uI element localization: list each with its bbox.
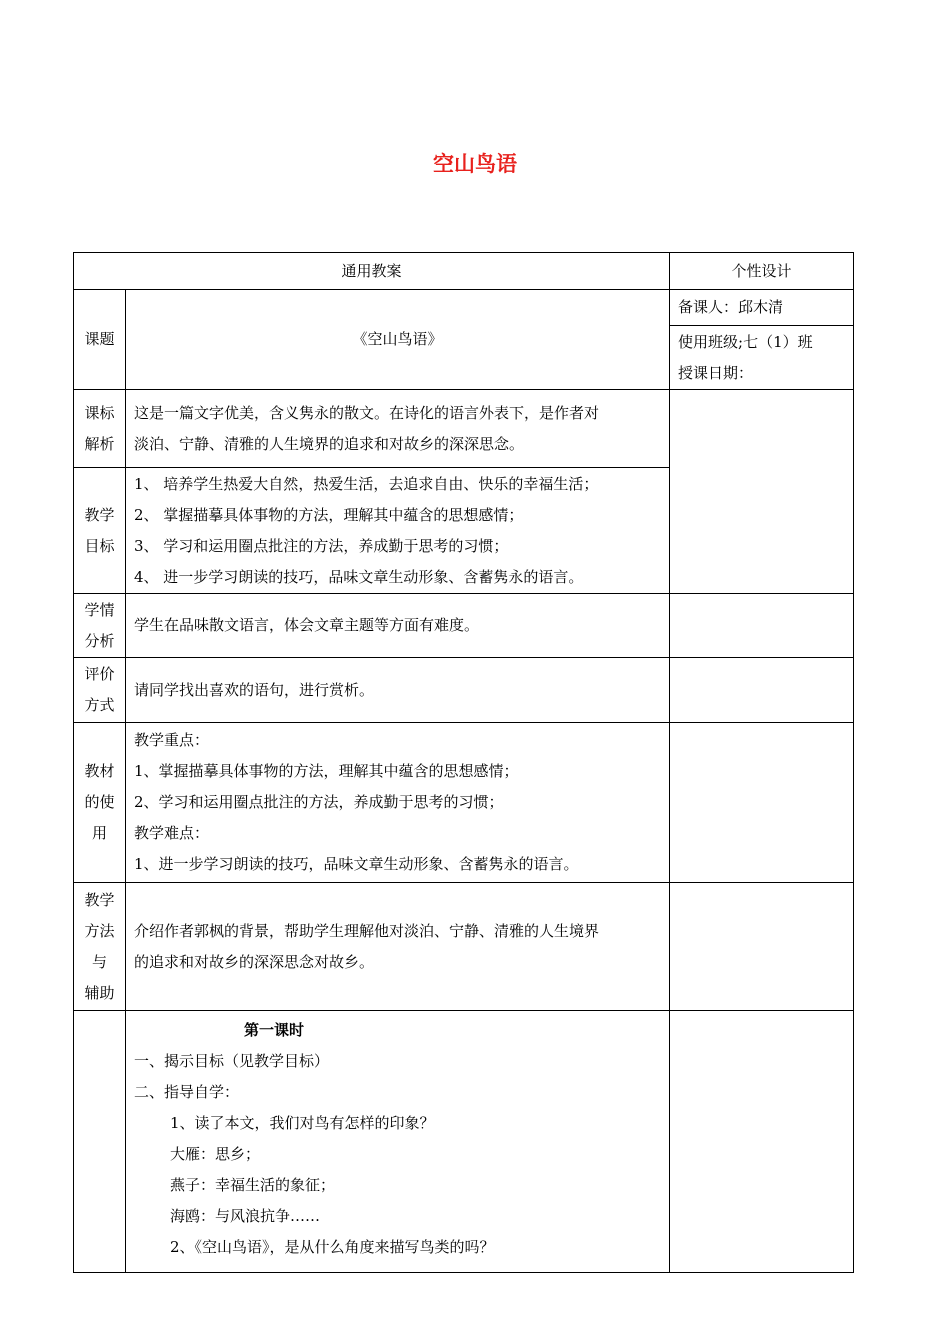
label-line: 评价: [84, 665, 115, 683]
personal-cell: [670, 1011, 854, 1273]
lesson-line: 大雁：思乡；: [170, 1145, 261, 1163]
personal-cell: [670, 723, 854, 883]
lesson-line: 二、指导自学：: [134, 1083, 240, 1101]
row-label: [74, 658, 126, 723]
label-line: 方式: [84, 696, 115, 714]
content-line: 教学难点：: [134, 824, 210, 842]
personal-cell: [670, 594, 854, 658]
row-materials: [74, 723, 854, 883]
label-line: 教学: [84, 890, 115, 909]
label-line: 辅助: [84, 983, 115, 1002]
label-line: 用: [91, 824, 107, 842]
label-line: 教材: [84, 762, 115, 780]
preparer: 备课人：邱木清: [678, 298, 784, 316]
personal-cell: [670, 883, 854, 1011]
content-line: 2、 掌握描摹具体事物的方法，理解其中蕴含的思想感情；: [134, 505, 524, 524]
content-line: 这是一篇文字优美，含义隽永的散文。在诗化的语言外表下，是作者对: [134, 403, 600, 422]
lesson-plan-table: [73, 252, 854, 1273]
page-title: 空山鸟语: [433, 152, 517, 176]
row-label: [74, 1011, 126, 1273]
lesson-line: 1、读了本文，我们对鸟有怎样的印象？: [170, 1114, 435, 1132]
content-line: 1、 培养学生热爱大自然，热爱生活，去追求自由、快乐的幸福生活；: [134, 474, 599, 493]
label-line: 分析: [84, 631, 115, 650]
header-personal: 个性设计: [670, 253, 854, 290]
class-line: 使用班级;七（1）班: [678, 332, 813, 351]
content-line: 4、 进一步学习朗读的技巧，品味文章生动形象、含蓄隽永的语言。: [134, 567, 584, 586]
label-line: 方法: [84, 921, 115, 940]
lesson-line: 燕子：幸福生活的象征；: [170, 1176, 336, 1194]
lesson-line: 海鸥：与风浪抗争……: [170, 1207, 321, 1225]
lesson-content: [126, 1011, 670, 1273]
row-content: [126, 390, 670, 468]
label-line: 教学: [84, 505, 115, 524]
row-label: [74, 723, 126, 883]
row-content: [126, 723, 670, 883]
row-analysis: [74, 594, 854, 658]
row-label: [74, 390, 126, 468]
content-line: 1、进一步学习朗读的技巧，品味文章生动形象、含蓄隽永的语言。: [134, 855, 579, 873]
content-line: 学生在品味散文语言，体会文章主题等方面有难度。: [134, 616, 480, 634]
row-lesson: [74, 1011, 854, 1273]
lesson-heading: 第一课时: [244, 1021, 305, 1039]
topic-row: [74, 290, 854, 326]
label-line: 学情: [84, 600, 115, 619]
row-label: [74, 468, 126, 594]
class-date-cell: [670, 326, 854, 390]
label-line: 与: [91, 952, 107, 971]
content-line: 2、学习和运用圈点批注的方法，养成勤于思考的习惯；: [134, 793, 504, 811]
content-line: 请同学找出喜欢的语句，进行赏析。: [134, 680, 375, 699]
header-row: [74, 253, 854, 290]
label-line: 解析: [84, 434, 115, 453]
label-line: 课标: [84, 403, 115, 422]
label-line: 目标: [84, 536, 115, 555]
row-content: [126, 594, 670, 658]
personal-cell: [670, 390, 854, 594]
row-label: [74, 883, 126, 1011]
row-content: [126, 468, 670, 594]
row-curriculum: [74, 390, 854, 468]
row-content: [126, 883, 670, 1011]
preparer-cell: [670, 290, 854, 326]
content-line: 介绍作者郭枫的背景，帮助学生理解他对淡泊、宁静、清雅的人生境界: [134, 921, 600, 940]
row-methods: [74, 883, 854, 1011]
header-general: 通用教案: [74, 253, 670, 290]
row-evaluation: [74, 658, 854, 723]
content-line: 1、掌握描摹具体事物的方法，理解其中蕴含的思想感情；: [134, 762, 519, 780]
content-line: 的追求和对故乡的深深思念对故乡。: [134, 952, 375, 971]
content-line: 教学重点：: [134, 731, 210, 749]
content-line: 3、 学习和运用圈点批注的方法，养成勤于思考的习惯；: [134, 536, 509, 555]
date-line: 授课日期：: [678, 363, 754, 382]
lesson-line: 一、揭示目标（见教学目标）: [134, 1052, 330, 1070]
lesson-line: 2、《空山鸟语》，是从什么角度来描写鸟类的吗？: [170, 1238, 495, 1256]
row-content: [126, 658, 670, 723]
row-label: [74, 594, 126, 658]
personal-cell: [670, 658, 854, 723]
topic-value: 《空山鸟语》: [126, 290, 670, 390]
label-line: 的使: [84, 793, 115, 811]
content-line: 淡泊、宁静、清雅的人生境界的追求和对故乡的深深思念。: [134, 434, 525, 453]
topic-label: 课题: [74, 290, 126, 390]
